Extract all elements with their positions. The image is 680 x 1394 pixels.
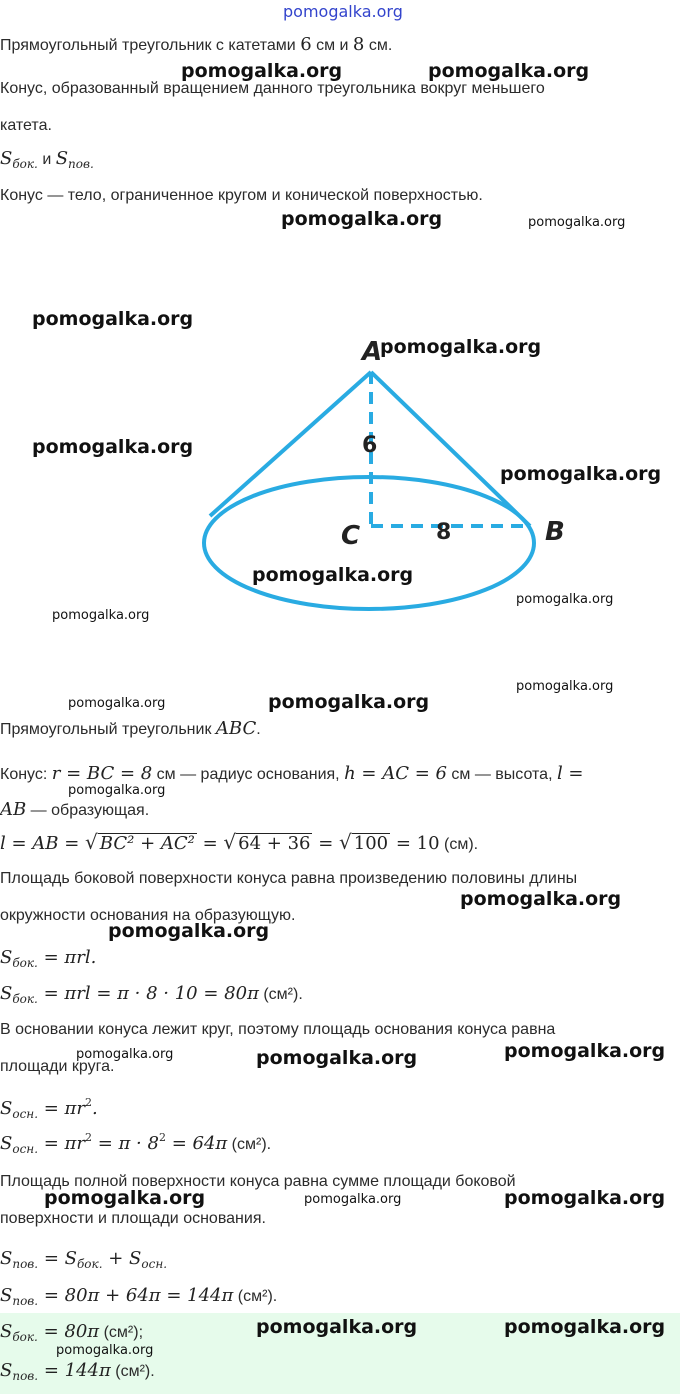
watermark: pomogalka.org (516, 592, 614, 607)
watermark: pomogalka.org (108, 920, 270, 942)
label-a: A (362, 337, 383, 367)
full-rule-line1: Площадь полной поверхности конуса равна сумме площади боковой (0, 1173, 516, 1190)
s-letter: S (129, 1248, 142, 1269)
s-letter: S (0, 148, 13, 169)
side-rule-line1: Площадь боковой поверхности конуса равна произведению половины длины (0, 870, 578, 887)
sol-text: . (256, 721, 261, 738)
watermark: pomogalka.org (528, 215, 626, 230)
triangle-name: ABC (215, 718, 257, 739)
h-formula: h = AC = 6 (344, 763, 447, 784)
and-text: и (37, 151, 56, 168)
answer-side-value: = 80π (37, 1321, 100, 1342)
full-calc-text: = 80π + 64π = 144π (38, 1285, 234, 1306)
sol-text: см — радиус основания, (152, 766, 345, 783)
sol-text: Прямоугольный треугольник (0, 721, 216, 738)
sub-side: бок. (12, 1330, 38, 1344)
equals: = (38, 1248, 65, 1269)
sqrt-icon: √ (85, 830, 98, 854)
sub-base: осн. (12, 1142, 39, 1156)
watermark: pomogalka.org (68, 696, 166, 711)
watermark: pomogalka.org (256, 1047, 418, 1069)
watermark: pomogalka.org (252, 564, 414, 586)
watermark: pomogalka.org (428, 60, 590, 82)
base-formula-text: . (91, 1098, 98, 1119)
leg-6: 6 (300, 34, 312, 55)
label-c: C (341, 521, 361, 551)
sqrt-icon: √ (339, 830, 352, 854)
header-watermark: pomogalka.org (283, 2, 403, 21)
s-letter: S (55, 148, 69, 169)
watermark: pomogalka.org (32, 308, 194, 330)
l-formula: l = (556, 763, 584, 784)
definition: Конус — тело, ограниченное кругом и конической поверхностью. (0, 187, 483, 204)
radius-label: 8 (436, 520, 452, 545)
s-letter: S (0, 1133, 13, 1154)
given-cone-line1: Конус, образованный вращением данного треугольника вокруг меньшего (0, 80, 545, 97)
l-formula-cont: AB (0, 799, 27, 820)
unit: (см). (439, 836, 479, 853)
watermark: pomogalka.org (516, 679, 614, 694)
answer-full-value: = 144π (38, 1360, 111, 1381)
cone-right-generatrix (371, 372, 530, 526)
given-text: см. (364, 37, 393, 54)
l-calculation (0, 830, 478, 854)
watermark: pomogalka.org (380, 336, 542, 358)
full-calculation (0, 1285, 277, 1306)
s-letter: S (0, 947, 13, 968)
watermark: pomogalka.org (56, 1343, 154, 1358)
base-rule-line1: В основании конуса лежит круг, поэтому площадь основания конуса равна (0, 1021, 556, 1038)
sub-base: осн. (141, 1257, 168, 1271)
equals: = (196, 833, 224, 854)
full-formula (0, 1248, 167, 1269)
watermark: pomogalka.org (268, 691, 430, 713)
given-text: см и (311, 37, 353, 54)
watermark: pomogalka.org (304, 1192, 402, 1207)
sub-full: пов. (12, 1257, 39, 1271)
l-calc-lhs: l = AB = (0, 833, 86, 854)
sub-side: бок. (76, 1257, 103, 1271)
sub-full: пов. (12, 1294, 39, 1308)
sub-side: бок. (12, 992, 38, 1006)
watermark: pomogalka.org (504, 1316, 666, 1338)
base-formula (0, 1098, 98, 1119)
side-formula (0, 947, 96, 968)
s-letter: S (0, 1248, 13, 1269)
sol-text: см — высота, (446, 766, 557, 783)
s-letter: S (0, 1098, 13, 1119)
unit: (см²). (258, 986, 303, 1003)
r-formula: r = BC = 8 (51, 763, 153, 784)
answer-full (0, 1360, 155, 1381)
s-letter: S (0, 1360, 13, 1381)
square-sup: 2 (84, 1096, 92, 1109)
leg-8: 8 (352, 34, 365, 55)
sub-full: пов. (68, 157, 94, 171)
watermark: pomogalka.org (504, 1040, 666, 1062)
watermark: pomogalka.org (500, 463, 662, 485)
given-cone-line2: катета. (0, 117, 52, 134)
s-letter: S (64, 1248, 77, 1269)
given-triangle (0, 34, 392, 55)
sol-text: — образующая. (26, 802, 150, 819)
square-sup: 2 (84, 1131, 92, 1144)
sqrt-icon: √ (223, 830, 237, 854)
square-sup: 2 (158, 1131, 166, 1144)
watermark: pomogalka.org (504, 1187, 666, 1209)
radicand-2: 64 + 36 (238, 833, 311, 854)
label-b: B (545, 517, 565, 547)
base-calc-text: = 64π (165, 1133, 228, 1154)
base-rule-line2: площади круга. (0, 1058, 115, 1075)
side-rule-line2: окружности основания на образующую. (0, 907, 296, 924)
side-calc-text: = πrl = π · 8 · 10 = 80π (37, 983, 259, 1004)
sol-text: Конус: (0, 766, 52, 783)
height-label: 6 (362, 433, 378, 458)
radicand-1: BC² + AC² (99, 833, 195, 854)
s-letter: S (0, 983, 13, 1004)
cone-left-generatrix (210, 372, 371, 516)
watermark: pomogalka.org (44, 1187, 206, 1209)
watermark: pomogalka.org (68, 783, 166, 798)
side-formula-text: = πrl. (37, 947, 97, 968)
answer-side (0, 1321, 143, 1342)
l-result: = 10 (390, 833, 440, 854)
watermark: pomogalka.org (76, 1047, 174, 1062)
watermark: pomogalka.org (181, 60, 343, 82)
watermark: pomogalka.org (256, 1316, 418, 1338)
sub-base: осн. (12, 1107, 39, 1121)
find-line (0, 148, 94, 169)
base-formula-text: = πr (38, 1098, 85, 1119)
side-calculation (0, 983, 303, 1004)
cone-params-line1 (0, 763, 584, 784)
s-letter: S (0, 1321, 13, 1342)
plus: + (102, 1248, 130, 1269)
base-calc-text: = π · 8 (91, 1133, 159, 1154)
cone-params-line2 (0, 799, 149, 820)
watermark: pomogalka.org (460, 888, 622, 910)
unit: (см²). (227, 1136, 272, 1153)
given-text: Прямоугольный треугольник с катетами (0, 37, 301, 54)
solution-triangle (0, 718, 261, 739)
radicand-3: 100 (353, 833, 389, 854)
sub-full: пов. (12, 1369, 39, 1383)
unit: (см²); (99, 1324, 144, 1341)
sub-side: бок. (12, 956, 38, 970)
watermark: pomogalka.org (32, 436, 194, 458)
watermark: pomogalka.org (281, 208, 443, 230)
equals: = (312, 833, 340, 854)
unit: (см²). (233, 1288, 278, 1305)
watermark: pomogalka.org (52, 608, 150, 623)
base-calculation (0, 1133, 271, 1154)
unit: (см²). (110, 1363, 155, 1380)
sub-side: бок. (12, 157, 38, 171)
full-rule-line2: поверхности и площади основания. (0, 1210, 266, 1227)
base-calc-text: = πr (38, 1133, 85, 1154)
s-letter: S (0, 1285, 13, 1306)
